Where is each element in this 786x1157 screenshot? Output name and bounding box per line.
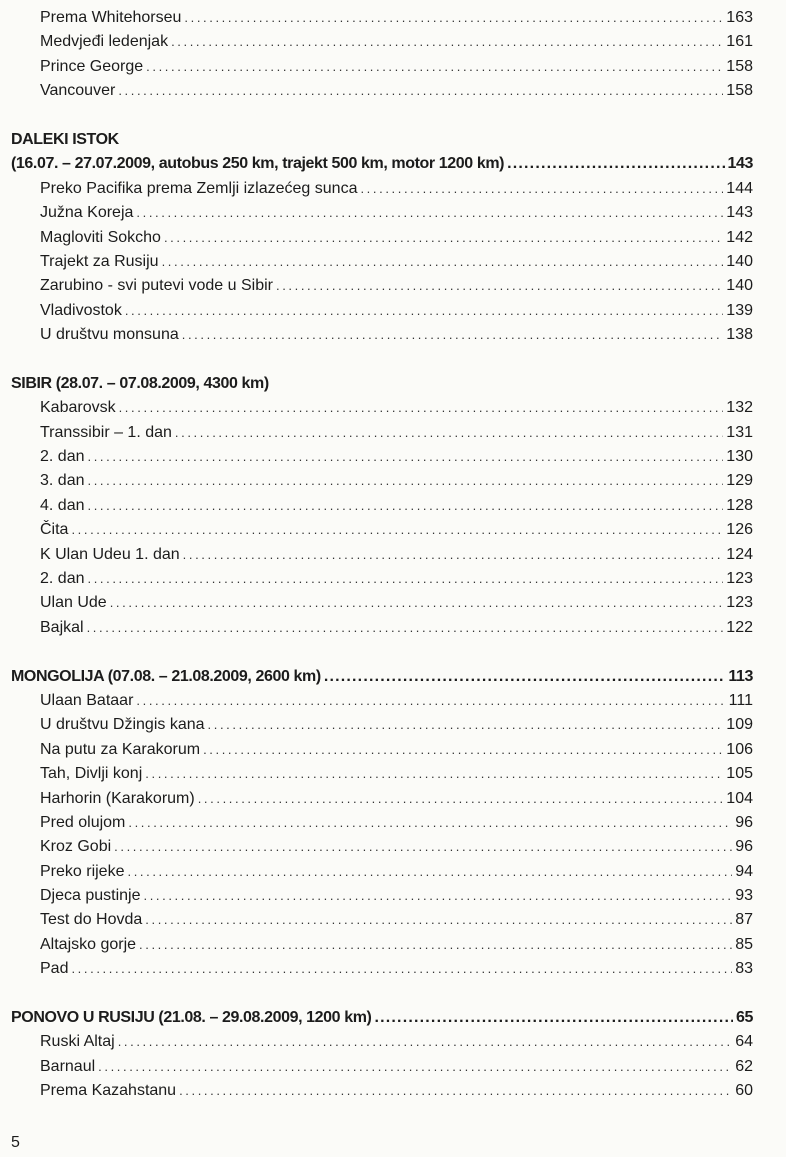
toc-section-heading bbox=[11, 665, 753, 689]
toc-section-heading bbox=[11, 1006, 753, 1030]
toc-entry bbox=[11, 518, 753, 542]
dot-leader bbox=[507, 152, 724, 176]
toc-page-number: 123 bbox=[726, 569, 753, 587]
toc-title: SIBIR (28.07. – 07.08.2009, 4300 km) bbox=[11, 374, 269, 392]
toc-title: Trajekt za Rusiju bbox=[40, 252, 159, 270]
section-spacer bbox=[11, 347, 753, 371]
toc-title: PONOVO U RUSIJU (21.08. – 29.08.2009, 1200 km) bbox=[11, 1009, 372, 1027]
toc-page-number: 113 bbox=[728, 667, 753, 685]
dot-leader bbox=[110, 591, 724, 615]
dot-leader bbox=[164, 226, 723, 250]
dot-leader bbox=[119, 396, 724, 420]
toc-page-number: 143 bbox=[727, 155, 753, 173]
dot-leader bbox=[360, 177, 723, 201]
toc-page-number: 83 bbox=[735, 960, 753, 978]
dot-leader bbox=[114, 835, 732, 859]
toc-entry bbox=[11, 787, 753, 811]
toc-entry bbox=[11, 250, 753, 274]
toc-page-number: 94 bbox=[735, 862, 753, 880]
toc-page-number: 158 bbox=[726, 82, 753, 100]
dot-leader bbox=[125, 299, 723, 323]
toc-entry bbox=[11, 494, 753, 518]
toc-title: Harhorin (Karakorum) bbox=[40, 789, 195, 807]
toc-title: 2. dan bbox=[40, 448, 85, 466]
toc-title: Magloviti Sokcho bbox=[40, 228, 161, 246]
toc-title: 4. dan bbox=[40, 496, 85, 514]
dot-leader bbox=[118, 1030, 733, 1054]
dot-leader bbox=[136, 201, 723, 225]
toc-title: Test do Hovda bbox=[40, 911, 143, 929]
dot-leader bbox=[87, 567, 723, 591]
toc-title: Zarubino - svi putevi vode u Sibir bbox=[40, 277, 273, 295]
toc-title: Na putu za Karakorum bbox=[40, 740, 201, 758]
toc-page-number: 161 bbox=[726, 33, 753, 51]
dot-leader bbox=[127, 860, 732, 884]
section-spacer bbox=[11, 982, 753, 1006]
toc-page-number: 104 bbox=[726, 789, 753, 807]
toc-title: Transsibir – 1. dan bbox=[40, 423, 172, 441]
toc-title: U društvu Džingis kana bbox=[40, 716, 205, 734]
toc-entry bbox=[11, 1030, 753, 1054]
dot-leader bbox=[171, 30, 723, 54]
toc-title: Djeca pustinje bbox=[40, 887, 141, 905]
dot-leader bbox=[87, 616, 724, 640]
toc-entry bbox=[11, 226, 753, 250]
toc-entry bbox=[11, 835, 753, 859]
toc-title: Južna Koreja bbox=[40, 204, 134, 222]
toc-page-number: 163 bbox=[726, 9, 753, 26]
toc-page-number: 124 bbox=[726, 545, 753, 563]
toc-title: K Ulan Udeu 1. dan bbox=[40, 545, 180, 563]
toc-page-number: 122 bbox=[726, 618, 753, 636]
toc-title: Prince George bbox=[40, 57, 144, 75]
toc-title: DALEKI ISTOK bbox=[11, 130, 119, 148]
toc-page-number: 109 bbox=[726, 716, 753, 734]
toc-page-number: 129 bbox=[726, 472, 753, 490]
toc-page-number: 85 bbox=[735, 935, 753, 953]
toc-title: Vancouver bbox=[40, 82, 116, 100]
toc-entry bbox=[11, 811, 753, 835]
toc-entry bbox=[11, 713, 753, 737]
toc-title: MONGOLIJA (07.08. – 21.08.2009, 2600 km) bbox=[11, 667, 321, 685]
toc-page-number: 128 bbox=[726, 496, 753, 514]
toc-page-number: 131 bbox=[726, 423, 753, 441]
toc-entry bbox=[11, 738, 753, 762]
toc-page-number: 111 bbox=[728, 691, 753, 709]
toc-title: 2. dan bbox=[40, 569, 85, 587]
toc-title: Altajsko gorje bbox=[40, 935, 137, 953]
toc-page-number: 64 bbox=[735, 1033, 753, 1051]
toc-entry bbox=[11, 421, 753, 445]
toc-entry bbox=[11, 79, 753, 103]
toc-entry bbox=[11, 689, 753, 713]
toc-entry bbox=[11, 396, 753, 420]
dot-leader bbox=[136, 689, 725, 713]
toc-entry bbox=[11, 567, 753, 591]
section-spacer bbox=[11, 640, 753, 664]
toc-title: Vladivostok bbox=[40, 301, 122, 319]
toc-title: 3. dan bbox=[40, 472, 85, 490]
toc-entry bbox=[11, 30, 753, 54]
toc-entry bbox=[11, 177, 753, 201]
dot-leader bbox=[71, 518, 723, 542]
dot-leader bbox=[87, 469, 723, 493]
toc-title: Kabarovsk bbox=[40, 399, 116, 417]
table-of-contents bbox=[11, 6, 753, 1104]
toc-title: Bajkal bbox=[40, 618, 84, 636]
toc-entry bbox=[11, 6, 753, 30]
dot-leader bbox=[175, 421, 723, 445]
dot-leader bbox=[146, 55, 723, 79]
toc-title: Prema Kazahstanu bbox=[40, 1082, 177, 1100]
dot-leader bbox=[87, 445, 723, 469]
toc-title: Medvjeđi ledenjak bbox=[40, 33, 169, 51]
toc-entry bbox=[11, 1055, 753, 1079]
toc-page-number: 126 bbox=[726, 521, 753, 539]
toc-entry bbox=[11, 933, 753, 957]
toc-title: Ruski Altaj bbox=[40, 1033, 115, 1051]
dot-leader bbox=[203, 738, 723, 762]
toc-title: Barnaul bbox=[40, 1057, 96, 1075]
dot-leader bbox=[179, 1079, 732, 1103]
toc-title: (16.07. – 27.07.2009, autobus 250 km, trajekt 500 km, motor 1200 km) bbox=[11, 155, 505, 173]
dot-leader bbox=[183, 543, 724, 567]
toc-title: U društvu monsuna bbox=[40, 326, 179, 344]
toc-entry bbox=[11, 957, 753, 981]
dot-leader bbox=[98, 1055, 732, 1079]
dot-leader bbox=[162, 250, 724, 274]
toc-entry bbox=[11, 1079, 753, 1103]
toc-entry bbox=[11, 908, 753, 932]
page-number: 5 bbox=[11, 1134, 20, 1151]
toc-entry bbox=[11, 323, 753, 347]
dot-leader bbox=[198, 787, 724, 811]
toc-entry bbox=[11, 860, 753, 884]
toc-title: Pred olujom bbox=[40, 813, 126, 831]
toc-page-number: 87 bbox=[735, 911, 753, 929]
toc-page-number: 143 bbox=[726, 204, 753, 222]
toc-page-number: 138 bbox=[726, 326, 753, 344]
toc-page-number: 105 bbox=[726, 765, 753, 783]
toc-entry bbox=[11, 884, 753, 908]
toc-entry bbox=[11, 299, 753, 323]
toc-page-number: 60 bbox=[735, 1082, 753, 1100]
toc-page-number: 123 bbox=[726, 594, 753, 612]
dot-leader bbox=[374, 1006, 733, 1030]
toc-page-number: 140 bbox=[726, 277, 753, 295]
toc-title: Ulaan Bataar bbox=[40, 691, 134, 709]
toc-entry bbox=[11, 616, 753, 640]
toc-page-number: 144 bbox=[726, 179, 753, 197]
toc-page-number: 139 bbox=[726, 301, 753, 319]
toc-section-heading bbox=[11, 152, 753, 176]
toc-page-number: 142 bbox=[726, 228, 753, 246]
dot-leader bbox=[118, 79, 723, 103]
toc-entry bbox=[11, 55, 753, 79]
toc-entry bbox=[11, 201, 753, 225]
toc-title: Ulan Ude bbox=[40, 594, 107, 612]
toc-entry bbox=[11, 591, 753, 615]
toc-entry bbox=[11, 274, 753, 298]
dot-leader bbox=[276, 274, 723, 298]
toc-section-heading bbox=[11, 128, 753, 152]
dot-leader bbox=[184, 6, 723, 30]
toc-page-number: 158 bbox=[726, 57, 753, 75]
dot-leader bbox=[145, 762, 723, 786]
dot-leader bbox=[144, 884, 733, 908]
section-spacer bbox=[11, 104, 753, 128]
toc-page-number: 65 bbox=[736, 1009, 753, 1027]
toc-title: Kroz Gobi bbox=[40, 838, 112, 856]
toc-page-number: 62 bbox=[735, 1057, 753, 1075]
dot-leader bbox=[145, 908, 732, 932]
toc-entry bbox=[11, 469, 753, 493]
dot-leader bbox=[139, 933, 732, 957]
toc-title: Preko Pacifika prema Zemlji izlazećeg sunca bbox=[40, 179, 358, 197]
dot-leader bbox=[87, 494, 723, 518]
dot-leader bbox=[128, 811, 732, 835]
toc-page-number: 140 bbox=[726, 252, 753, 270]
toc-title: Pad bbox=[40, 960, 69, 978]
dot-leader bbox=[182, 323, 724, 347]
toc-page-number: 106 bbox=[726, 740, 753, 758]
toc-entry bbox=[11, 543, 753, 567]
toc-page-number: 132 bbox=[726, 399, 753, 417]
toc-title: Preko rijeke bbox=[40, 862, 125, 880]
toc-page-number: 93 bbox=[735, 887, 753, 905]
dot-leader bbox=[71, 957, 732, 981]
toc-title: Prema Whitehorseu bbox=[40, 9, 182, 26]
toc-page-number: 130 bbox=[726, 448, 753, 466]
dot-leader bbox=[208, 713, 724, 737]
toc-section-heading bbox=[11, 372, 753, 396]
toc-entry bbox=[11, 445, 753, 469]
toc-page-number: 96 bbox=[735, 813, 753, 831]
toc-page-number: 96 bbox=[735, 838, 753, 856]
toc-entry bbox=[11, 762, 753, 786]
dot-leader bbox=[324, 665, 726, 689]
toc-title: Čita bbox=[40, 521, 69, 539]
toc-title: Tah, Divlji konj bbox=[40, 765, 143, 783]
